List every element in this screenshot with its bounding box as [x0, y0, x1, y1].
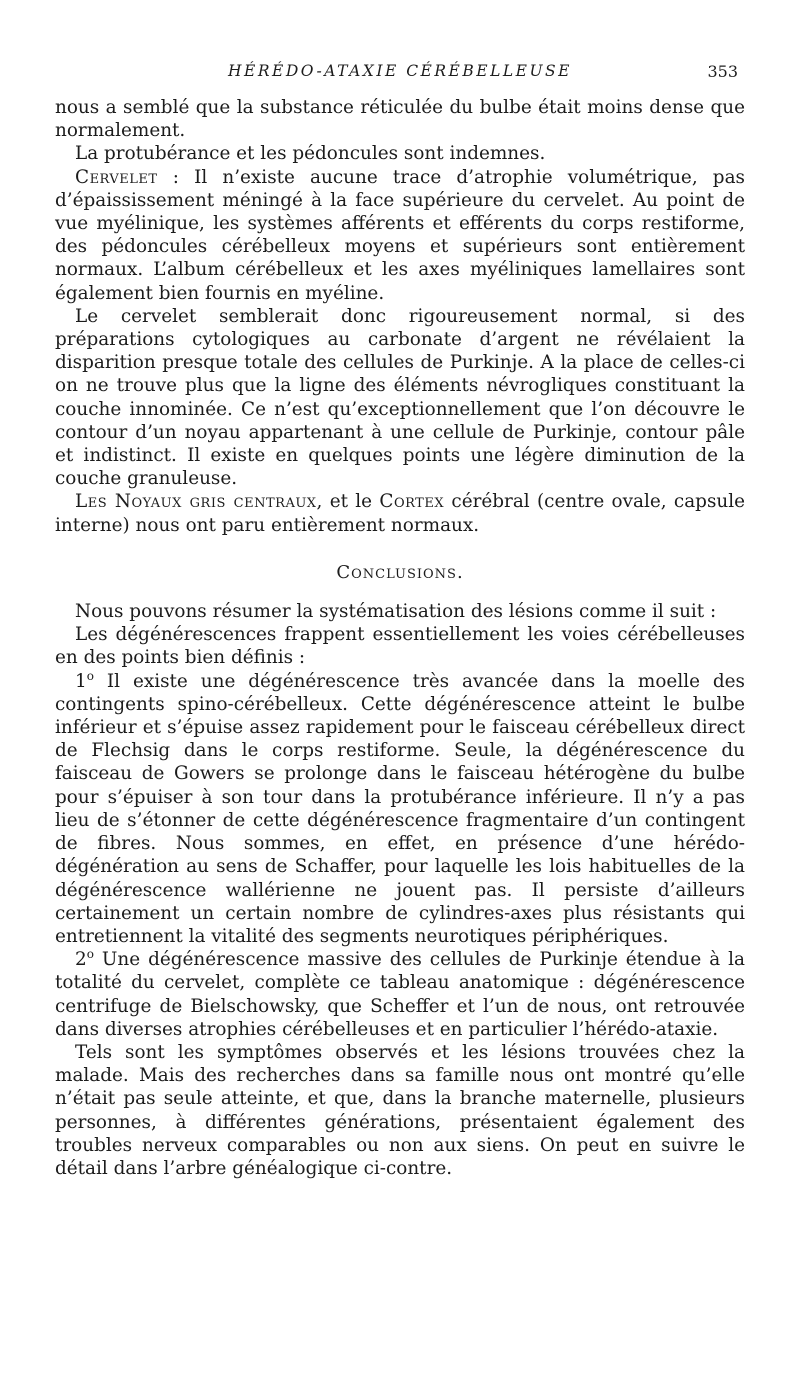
section-lead-cortex: Cortex [379, 491, 445, 513]
point-1-text: Il existe une dégénérescence très avancée dans la moelle des contingents spino-cérébelleux. Cette dégénérescence atteint le bulbe inférieur et s’épuise assez rapidement pour le faisceau cérébelleux direct de Flechsig dans le corps restiforme. Seule, la dégénérescence du faisceau de Gowers se prolonge dans le faisceau hétérogène du bulbe pour s’épuiser à son tour dans la protubérance inférieure. Il n’y a pas lieu de s’étonner de cette dégénérescence fragmentaire d’un contingent de fibres. Nous sommes, en effet, en présence d’une hérédo-dégénération au sens de Schaffer, pour laquelle les lois habituelles de la dégénérescence wallérienne ne jouent pas. Il persiste d’ailleurs certainement un certain nombre de cylindres-axes plus résistants qui entretiennent la vitalité des segments neurotiques périphériques. [55, 670, 745, 947]
section-lead-cervelet: Cervelet [75, 166, 158, 188]
paragraph-protuberance: La protubérance et les pédoncules sont indemnes. [75, 143, 546, 165]
paragraph-continuation: nous a semblé que la substance réticulée du bulbe était moins dense que normalement. [55, 97, 745, 142]
paragraph-noyaux-mid: , et le [316, 491, 380, 513]
paragraph-noyaux [55, 490, 745, 536]
paragraph-degenerescences: Les dégénérescences frappent essentiellement les voies cérébelleuses en des points bien définis : [55, 624, 745, 669]
section-heading-conclusions: Conclusions. [336, 561, 464, 583]
paragraph-cervelet-text: : Il n’existe aucune trace d’atrophie volumétrique, pas d’épaississement méningé à la face supérieure du cervelet. Au point de vue myélinique, les systèmes afférents et efférents du corps restiforme, des pédoncules cérébelleux moyens et supérieurs sont entièrement normaux. L’album cérébelleux et les axes myéliniques lamellaires sont également bien fournis en myéline. [55, 166, 745, 304]
paragraph-point-1 [55, 670, 745, 948]
point-1-superscript: o [86, 668, 94, 683]
paragraph-resume: Nous pouvons résumer la systématisation des lésions comme il suit : [75, 601, 717, 623]
running-title: HÉRÉDO-ATAXIE CÉRÉBELLEUSE [228, 62, 572, 80]
paragraph-symptomes: Tels sont les symptômes observés et les lésions trouvées chez la malade. Mais des recherches dans sa famille nous ont montré qu’elle n’était pas seule atteinte, et que, dans la branche maternelle, plusieurs personnes, à différentes générations, présentaient également des troubles nerveux comparables ou non aux siens. On peut en suivre le détail dans l’arbre généalogique ci-contre. [55, 1041, 745, 1179]
section-lead-noyaux: Les Noyaux gris centraux [75, 491, 317, 513]
running-head [0, 62, 800, 86]
paragraph-point-2 [55, 948, 745, 1041]
body-text [55, 96, 745, 1180]
point-2-number: 2 [75, 949, 87, 971]
paragraph-cervelet [55, 166, 745, 305]
paragraph-cytologie: Le cervelet semblerait donc rigoureusement normal, si des préparations cytologiques au carbonate d’argent ne révélaient la disparition presque totale des cellules de Purkinje. A la place de celles-ci on ne trouve plus que la ligne des éléments névrogliques constituant la couche innominée. Ce n’est qu’exceptionnellement que l’on découvre le contour d’un noyau appartenant à une cellule de Purkinje, contour pâle et indistinct. Il existe en quelques points une légère diminution de la couche granuleuse. [55, 305, 745, 490]
point-2-superscript: o [86, 946, 94, 961]
paragraph-noyaux-text: cérébral (centre ovale, capsule interne) nous ont paru entièrement normaux. [55, 491, 745, 536]
point-1-number: 1 [75, 670, 87, 692]
point-2-text: Une dégénérescence massive des cellules de Purkinje étendue à la totalité du cervelet, complète ce tableau anatomique : dégénérescence centrifuge de Bielschowsky, que Scheffer et l’un de nous, ont retrouvée dans diverses atrophies cérébelleuses et en particulier l’hérédo-ataxie. [55, 949, 745, 1040]
page-number: 353 [707, 62, 738, 81]
